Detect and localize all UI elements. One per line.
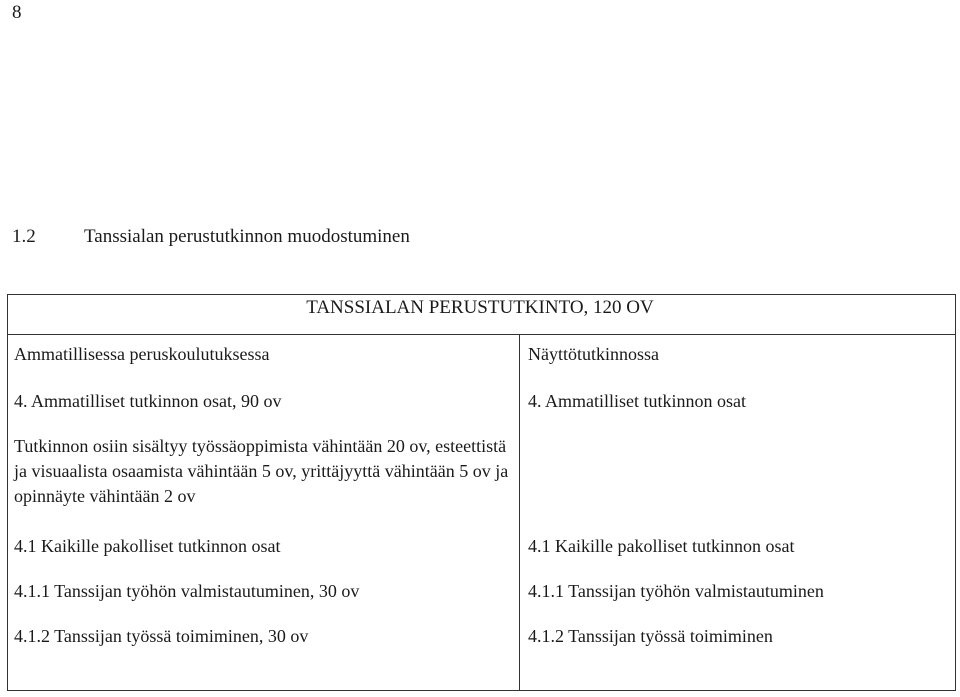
right-item-mandatory-parts: 4.1 Kaikille pakolliset tutkinnon osat (528, 536, 795, 556)
left-column-subheader: 4. Ammatilliset tutkinnon osat, 90 ov (14, 391, 282, 411)
table-header-divider (7, 334, 956, 335)
section-number: 1.2 (12, 226, 36, 247)
section-heading (12, 225, 410, 249)
right-column-subheader: 4. Ammatilliset tutkinnon osat (528, 391, 746, 411)
left-item-preparing-for-work: 4.1.1 Tanssijan työhön valmistautuminen, 30 ov (14, 581, 360, 601)
left-column-paragraph: Tutkinnon osiin sisältyy työssäoppimista vähintään 20 ov, esteettistä ja visuaalista osaamista vähintään 5 ov, yrittäjyyttä vähintään 5 ov ja opinnäyte vähintään 2 ov (14, 436, 509, 506)
right-item-working-as-dancer: 4.1.2 Tanssijan työssä toimiminen (528, 626, 773, 646)
left-item-mandatory-parts: 4.1 Kaikille pakolliset tutkinnon osat (14, 536, 281, 556)
left-item-working-as-dancer: 4.1.2 Tanssijan työssä toimiminen, 30 ov (14, 626, 309, 646)
page-number: 8 (12, 2, 22, 23)
section-title: Tanssialan perustutkinnon muodostuminen (84, 226, 410, 247)
table-column-divider (519, 334, 520, 691)
right-item-preparing-for-work: 4.1.1 Tanssijan työhön valmistautuminen (528, 581, 824, 601)
left-column-header: Ammatillisessa peruskoulutuksessa (14, 344, 270, 364)
right-column-header: Näyttötutkinnossa (528, 344, 659, 364)
table-title: TANSSIALAN PERUSTUTKINTO, 120 OV (306, 297, 654, 318)
